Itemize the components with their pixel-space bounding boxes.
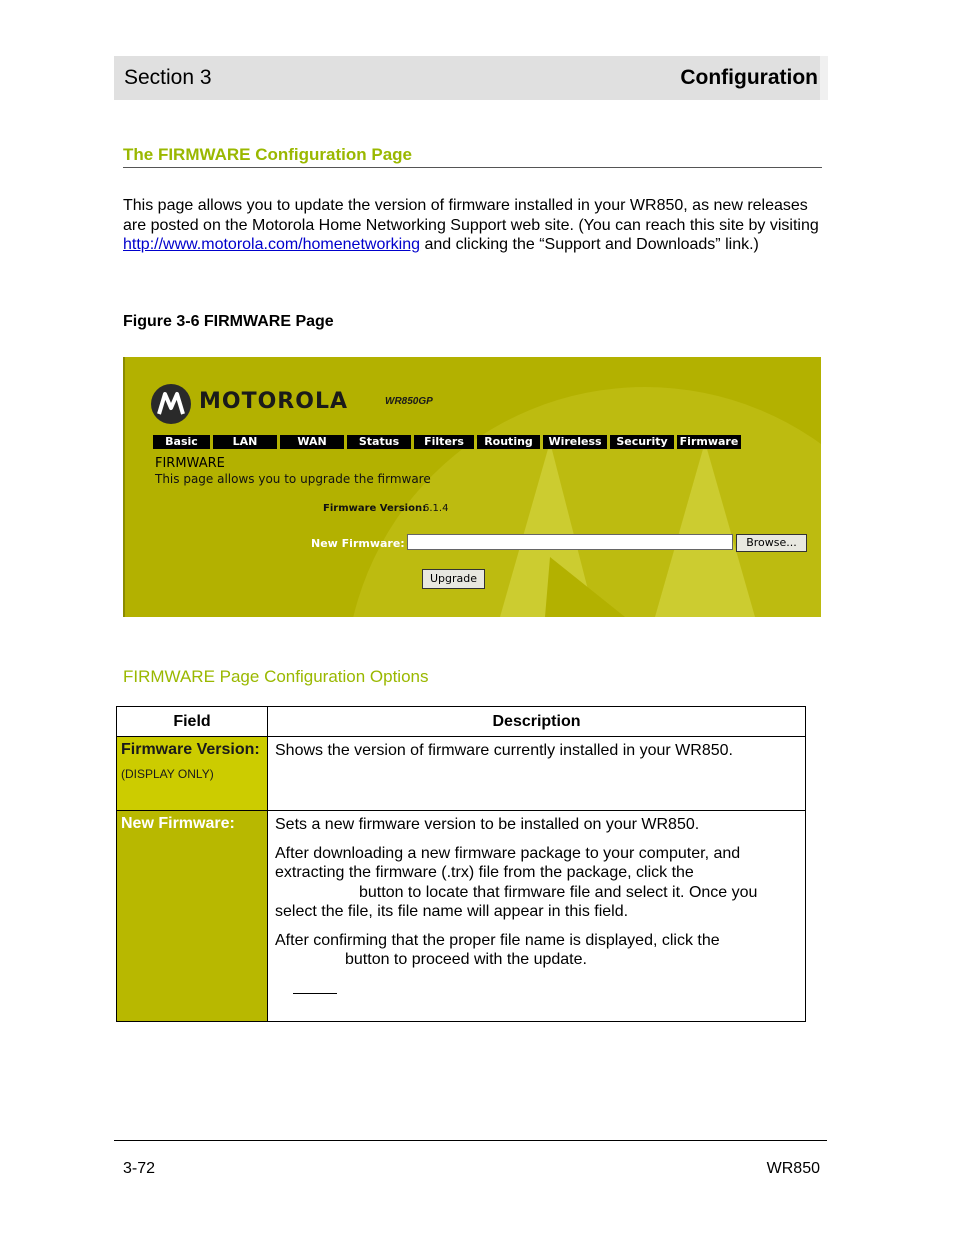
header-description: Description xyxy=(268,707,806,737)
description-text: After confirming that the proper file name is displayed, click the xyxy=(275,931,720,949)
tab-wan[interactable]: WAN xyxy=(280,435,344,449)
tab-basic[interactable]: Basic xyxy=(153,435,210,449)
options-heading: FIRMWARE Page Configuration Options xyxy=(123,667,429,686)
header-field: Field xyxy=(117,707,268,737)
tab-routing[interactable]: Routing xyxy=(477,435,540,449)
page-number: 3-72 xyxy=(123,1160,156,1177)
tab-filters[interactable]: Filters xyxy=(414,435,474,449)
description-paragraph xyxy=(275,931,798,970)
field-cell xyxy=(117,811,268,1022)
description-text: button to locate that firmware file and select it. Once you select the file, its file name will appear in this field. xyxy=(275,883,758,920)
intro-text-before: This page allows you to update the version of firmware installed in your WR850, as new releases are posted on the Motorola Home Networking Support web site. (You can reach this site by visiting xyxy=(123,197,819,234)
footer-rule xyxy=(114,1140,827,1141)
product-name: WR850 xyxy=(766,1160,820,1177)
heading-rule xyxy=(123,167,822,168)
note-underline xyxy=(293,979,337,994)
tab-wireless[interactable]: Wireless xyxy=(543,435,607,449)
firmware-page-title: FIRMWARE xyxy=(155,456,225,471)
new-firmware-label: New Firmware: xyxy=(311,537,405,550)
firmware-version-value: 6.1.4 xyxy=(423,503,449,514)
table-header-row xyxy=(117,707,806,737)
field-note: (DISPLAY ONLY) xyxy=(121,767,214,781)
description-text: After downloading a new firmware package to your computer, and extracting the firmware (.trx) file from the package, click the xyxy=(275,844,741,881)
field-cell xyxy=(117,737,268,811)
table-row xyxy=(117,737,806,811)
section-title: Configuration xyxy=(680,66,818,89)
motorola-logo-icon xyxy=(151,384,191,424)
brand-name: MOTOROLA xyxy=(199,389,348,414)
figure-caption: Figure 3-6 FIRMWARE Page xyxy=(123,313,334,330)
intro-paragraph xyxy=(123,196,823,255)
description-text: Shows the version of firmware currently installed in your WR850. xyxy=(275,742,733,759)
new-firmware-input[interactable] xyxy=(407,534,733,550)
browse-button[interactable]: Browse... xyxy=(736,534,807,552)
field-name: New Firmware: xyxy=(121,815,235,832)
description-cell xyxy=(268,737,806,811)
firmware-version-label: Firmware Version: xyxy=(323,503,427,514)
router-firmware-screenshot xyxy=(123,357,821,617)
page-heading: The FIRMWARE Configuration Page xyxy=(123,145,412,164)
intro-text-after: and clicking the “Support and Downloads” link.) xyxy=(420,236,759,253)
section-header xyxy=(114,56,828,100)
tab-security[interactable]: Security xyxy=(610,435,674,449)
model-name: WR850GP xyxy=(385,396,433,407)
description-paragraph xyxy=(275,844,798,922)
tab-lan[interactable]: LAN xyxy=(213,435,277,449)
tab-firmware[interactable]: Firmware xyxy=(677,435,741,449)
table-row xyxy=(117,811,806,1022)
section-label: Section 3 xyxy=(124,66,212,89)
field-name: Firmware Version: xyxy=(121,741,260,758)
homenetworking-link[interactable]: http://www.motorola.com/homenetworking xyxy=(123,236,421,253)
upgrade-button[interactable]: Upgrade xyxy=(422,569,485,589)
firmware-page-subtitle: This page allows you to upgrade the firmware xyxy=(155,472,431,486)
description-text: button to proceed with the update. xyxy=(345,951,587,968)
tab-status[interactable]: Status xyxy=(347,435,411,449)
description-cell xyxy=(268,811,806,1022)
options-table xyxy=(116,706,806,1022)
description-paragraph: Sets a new firmware version to be installed on your WR850. xyxy=(275,816,700,833)
